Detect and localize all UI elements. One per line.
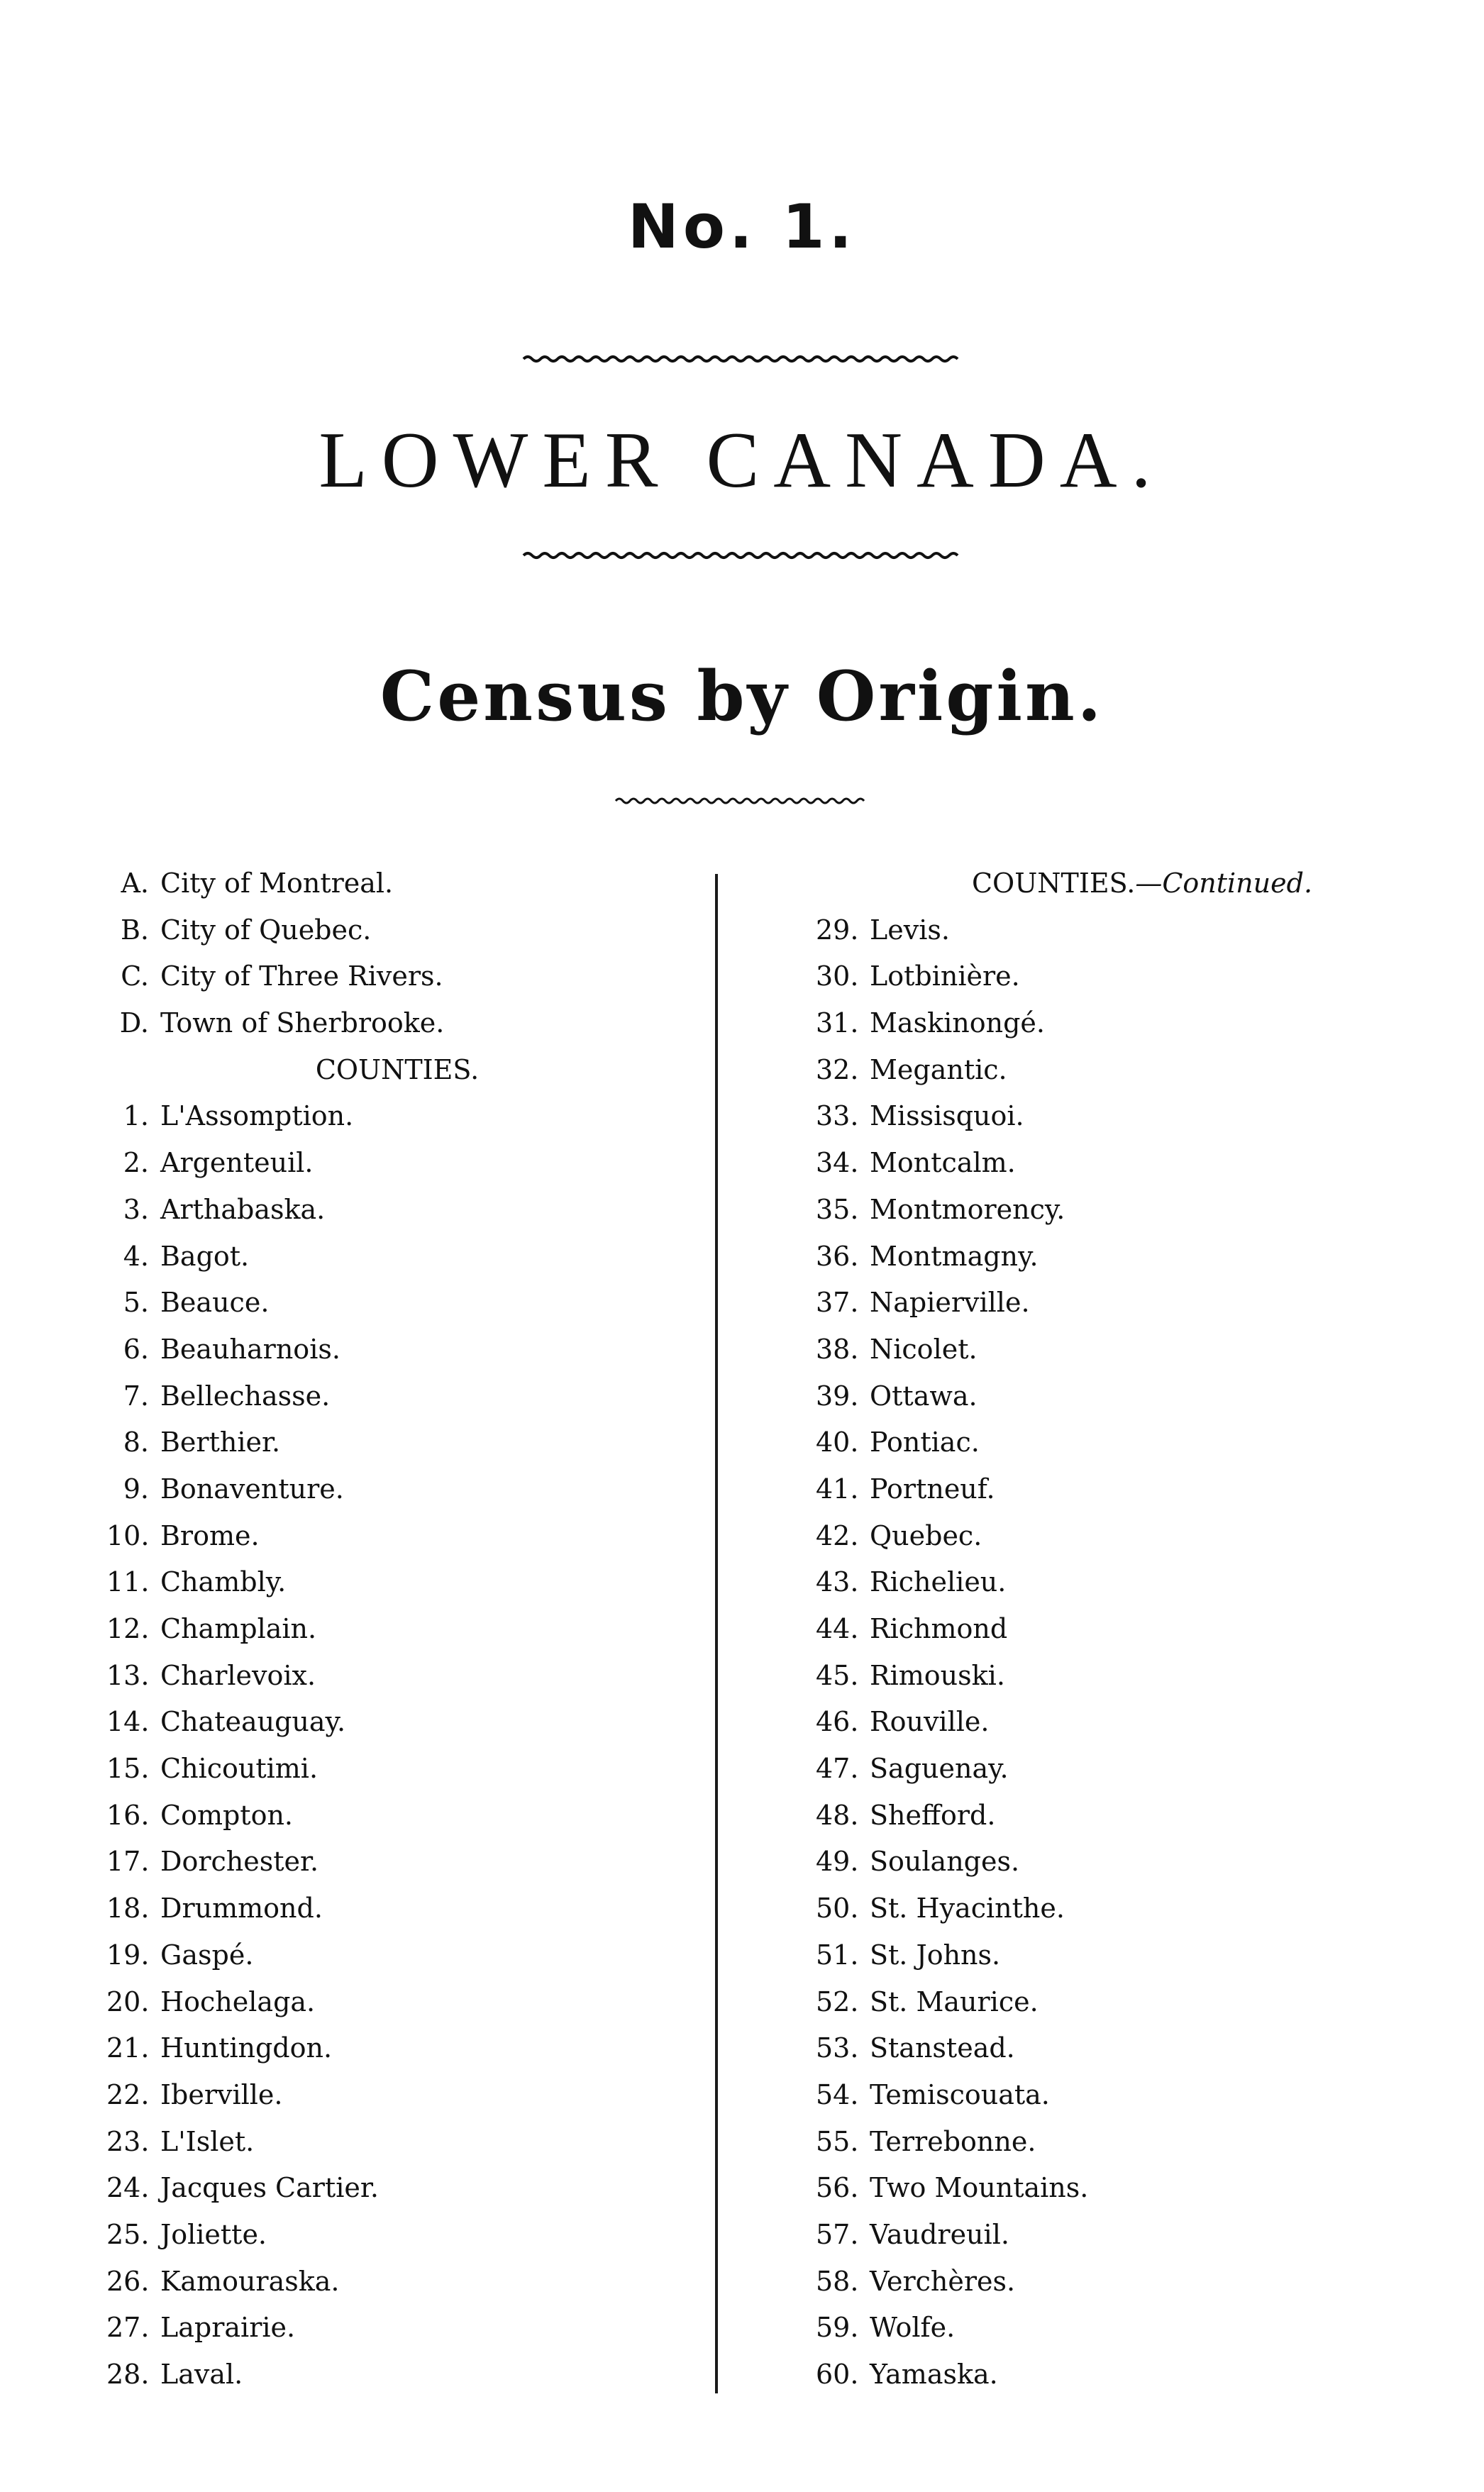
list-item [106, 1513, 688, 1560]
list-item [106, 1932, 688, 1979]
list-item [106, 1885, 688, 1932]
item-name: Beauce. [160, 1287, 270, 1319]
item-number: 12. [106, 1613, 150, 1644]
item-number: 52. [816, 1986, 859, 2017]
item-name: Maskinongé. [870, 1007, 1045, 1039]
left-column [106, 860, 688, 2398]
list-item [816, 1093, 1412, 1140]
item-name: Dorchester. [160, 1846, 319, 1878]
item-name: Terrebonne. [870, 2125, 1036, 2157]
list-item [816, 1000, 1412, 1047]
item-name: Brome. [160, 1519, 260, 1551]
item-name: Bellechasse. [160, 1380, 331, 1412]
list-item [106, 1280, 688, 1327]
item-name: Megantic. [870, 1053, 1007, 1085]
item-number: 46. [816, 1706, 859, 1738]
list-item [106, 2072, 688, 2119]
counties-continued-heading [816, 860, 1412, 907]
item-number: 45. [816, 1659, 859, 1691]
item-name: Compton. [160, 1799, 294, 1831]
list-item [106, 2305, 688, 2352]
list-item [106, 1606, 688, 1653]
item-number: 47. [816, 1753, 859, 1785]
item-name: Kamouraska. [160, 2265, 340, 2297]
item-number: 4. [123, 1240, 149, 1272]
item-number: 40. [816, 1427, 859, 1458]
item-name: L'Assomption. [160, 1100, 354, 1132]
item-number: 1. [123, 1100, 149, 1132]
item-name: Bonaventure. [160, 1473, 344, 1505]
item-name: Soulanges. [870, 1846, 1020, 1878]
item-number: 20. [106, 1986, 150, 2017]
list-item [106, 860, 688, 907]
item-number: 7. [123, 1380, 149, 1412]
item-number: 38. [816, 1333, 859, 1365]
list-item [106, 1234, 688, 1280]
item-name: Quebec. [870, 1519, 982, 1551]
item-number: 8. [123, 1427, 149, 1458]
item-name: Beauharnois. [160, 1333, 340, 1365]
list-item [816, 1606, 1412, 1653]
item-name: St. Hyacinthe. [870, 1893, 1065, 1925]
list-item [816, 1419, 1412, 1466]
list-item [106, 1979, 688, 2026]
item-number: 19. [106, 1939, 150, 1971]
item-name: Chicoutimi. [160, 1753, 319, 1785]
list-item [106, 1373, 688, 1420]
item-number: 36. [816, 1240, 859, 1272]
item-number: 14. [106, 1706, 150, 1738]
item-number: 29. [816, 914, 859, 946]
item-number: 30. [816, 960, 859, 992]
item-number: 42. [816, 1519, 859, 1551]
item-name: City of Quebec. [160, 914, 372, 946]
item-number: 26. [106, 2265, 150, 2297]
item-name: Montmagny. [870, 1240, 1039, 1272]
item-name: Huntingdon. [160, 2032, 333, 2064]
page-number-heading: No. 1. [627, 192, 857, 262]
list-item [106, 1839, 688, 1885]
list-item [816, 1373, 1412, 1420]
item-number: 60. [816, 2359, 859, 2390]
list-item [816, 2072, 1412, 2119]
list-item [816, 1280, 1412, 1327]
item-name: Town of Sherbrooke. [160, 1007, 445, 1039]
list-item [106, 2212, 688, 2259]
list-item [106, 1000, 688, 1047]
item-number: 57. [816, 2218, 859, 2250]
item-number: D. [119, 1007, 149, 1039]
item-number: 2. [123, 1147, 149, 1179]
item-number: 23. [106, 2125, 150, 2157]
item-name: Chateauguay. [160, 1706, 346, 1738]
list-item [106, 1653, 688, 1700]
item-number: 41. [816, 1473, 859, 1505]
list-item [816, 1793, 1412, 1839]
item-number: 18. [106, 1893, 150, 1925]
item-name: Charlevoix. [160, 1659, 316, 1691]
item-name: Levis. [870, 914, 950, 946]
item-number: 54. [816, 2078, 859, 2110]
list-item [816, 1234, 1412, 1280]
list-item [816, 1653, 1412, 1700]
list-item [816, 953, 1412, 1000]
item-name: Pontiac. [870, 1427, 980, 1458]
item-name: Nicolet. [870, 1333, 978, 1365]
item-number: 35. [816, 1193, 859, 1225]
right-column [816, 860, 1412, 2398]
list-item [816, 2119, 1412, 2166]
item-number: 5. [123, 1287, 149, 1319]
list-item [816, 2212, 1412, 2259]
list-item [816, 907, 1412, 954]
item-number: 31. [816, 1007, 859, 1039]
item-name: St. Johns. [870, 1939, 1001, 1971]
item-number: 28. [106, 2359, 150, 2390]
list-item [106, 2352, 688, 2398]
item-number: 49. [816, 1846, 859, 1878]
list-item [106, 2259, 688, 2305]
item-name: Yamaska. [870, 2359, 998, 2390]
item-number: 3. [123, 1193, 149, 1225]
item-name: Iberville. [160, 2078, 283, 2110]
item-number: 39. [816, 1380, 859, 1412]
item-name: Richmond [870, 1613, 1008, 1644]
item-name: Two Mountains. [870, 2172, 1089, 2204]
item-name: City of Three Rivers. [160, 960, 443, 992]
item-name: Argenteuil. [160, 1147, 314, 1179]
page-title: LOWER CANADA. [319, 416, 1165, 504]
item-number: B. [120, 914, 149, 946]
wavy-divider [0, 550, 1484, 565]
list-item [106, 1187, 688, 1234]
item-name: Rouville. [870, 1706, 990, 1738]
list-item [816, 1932, 1412, 1979]
item-number: 13. [106, 1659, 150, 1691]
list-item [816, 1187, 1412, 1234]
item-number: 32. [816, 1053, 859, 1085]
list-item [816, 2305, 1412, 2352]
item-number: 16. [106, 1799, 150, 1831]
list-item [816, 2352, 1412, 2398]
item-name: Vaudreuil. [870, 2218, 1009, 2250]
item-name: Drummond. [160, 1893, 323, 1925]
item-number: 53. [816, 2032, 859, 2064]
counties-heading-label: COUNTIES. [971, 868, 1136, 899]
item-name: Jacques Cartier. [160, 2172, 379, 2204]
list-item [816, 2259, 1412, 2305]
item-number: 55. [816, 2125, 859, 2157]
wavy-divider [0, 353, 1484, 368]
item-name: Montmorency. [870, 1193, 1065, 1225]
list-item [816, 1327, 1412, 1373]
item-name: Rimouski. [870, 1659, 1005, 1691]
list-item [106, 1093, 688, 1140]
list-item [106, 1419, 688, 1466]
item-name: Montcalm. [870, 1147, 1016, 1179]
item-number: 9. [123, 1473, 149, 1505]
list-item [106, 1327, 688, 1373]
list-item [816, 1839, 1412, 1885]
list-item [816, 1746, 1412, 1793]
list-item [106, 1559, 688, 1606]
list-item [106, 2119, 688, 2166]
list-item [816, 1979, 1412, 2026]
item-name: Missisquoi. [870, 1100, 1024, 1132]
item-name: Napierville. [870, 1287, 1030, 1319]
list-item [816, 2025, 1412, 2072]
item-name: Portneuf. [870, 1473, 995, 1505]
list-item [106, 2165, 688, 2212]
item-number: 43. [816, 1566, 859, 1598]
page-subtitle: Census by Origin. [380, 656, 1104, 736]
item-number: 27. [106, 2312, 150, 2344]
item-number: 25. [106, 2218, 150, 2250]
list-item [816, 1885, 1412, 1932]
item-number: 6. [123, 1333, 149, 1365]
item-number: 24. [106, 2172, 150, 2204]
item-number: 11. [106, 1566, 150, 1598]
item-name: Champlain. [160, 1613, 317, 1644]
list-item [106, 1466, 688, 1513]
list-item [106, 1699, 688, 1746]
list-item [816, 1513, 1412, 1560]
item-number: 50. [816, 1893, 859, 1925]
item-name: Laval. [160, 2359, 243, 2390]
item-number: 21. [106, 2032, 150, 2064]
item-name: Temiscouata. [870, 2078, 1050, 2110]
list-item [106, 1140, 688, 1187]
wavy-divider [0, 796, 1484, 809]
item-name: St. Maurice. [870, 1986, 1039, 2017]
item-name: Gaspé. [160, 1939, 254, 1971]
list-item [816, 1047, 1412, 1094]
continued-label: —Continued. [1135, 868, 1313, 899]
list-item [106, 907, 688, 954]
item-name: Richelieu. [870, 1566, 1007, 1598]
item-number: 56. [816, 2172, 859, 2204]
item-number: 33. [816, 1100, 859, 1132]
list-item [106, 1793, 688, 1839]
item-name: Laprairie. [160, 2312, 296, 2344]
item-name: Lotbinière. [870, 960, 1020, 992]
item-name: Ottawa. [870, 1380, 978, 1412]
item-name: Hochelaga. [160, 1986, 316, 2017]
list-item [106, 953, 688, 1000]
item-name: Bagot. [160, 1240, 250, 1272]
item-number: 51. [816, 1939, 859, 1971]
item-name: Saguenay. [870, 1753, 1009, 1785]
list-item [106, 1746, 688, 1793]
item-name: Chambly. [160, 1566, 287, 1598]
item-name: Verchères. [870, 2265, 1016, 2297]
item-name: Arthabaska. [160, 1193, 326, 1225]
item-number: 34. [816, 1147, 859, 1179]
item-name: Berthier. [160, 1427, 281, 1458]
column-divider [715, 874, 718, 2393]
list-item [816, 1140, 1412, 1187]
item-number: C. [121, 960, 149, 992]
item-number: 22. [106, 2078, 150, 2110]
item-number: 10. [106, 1519, 150, 1551]
item-name: City of Montreal. [160, 868, 394, 899]
list-item [106, 2025, 688, 2072]
item-number: 48. [816, 1799, 859, 1831]
item-name: Joliette. [160, 2218, 267, 2250]
item-number: 58. [816, 2265, 859, 2297]
counties-heading: COUNTIES. [315, 1053, 480, 1085]
list-item [816, 1699, 1412, 1746]
item-number: 44. [816, 1613, 859, 1644]
item-name: Wolfe. [870, 2312, 956, 2344]
item-number: 17. [106, 1846, 150, 1878]
list-item [816, 2165, 1412, 2212]
item-number: 59. [816, 2312, 859, 2344]
item-name: Stanstead. [870, 2032, 1015, 2064]
item-name: Shefford. [870, 1799, 996, 1831]
item-number: A. [121, 868, 149, 899]
list-item [816, 1559, 1412, 1606]
list-item [816, 1466, 1412, 1513]
item-number: 37. [816, 1287, 859, 1319]
item-name: L'Islet. [160, 2125, 255, 2157]
item-number: 15. [106, 1753, 150, 1785]
